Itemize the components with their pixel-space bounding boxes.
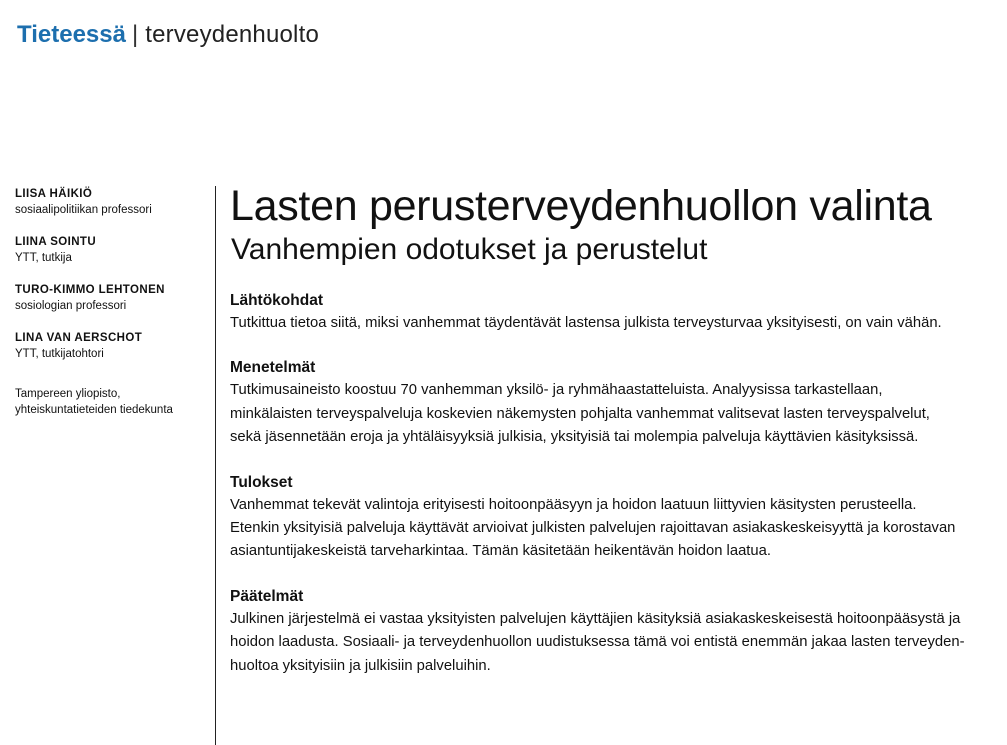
text-line: huoltoa yksityisiin ja julkisiin palveluihin.: [230, 657, 491, 674]
author-entry: [15, 282, 205, 314]
section-tulokset: [230, 472, 990, 564]
section-heading: Päätelmät: [230, 587, 304, 605]
affiliation-line: yhteiskuntatieteiden tiedekunta: [15, 404, 173, 416]
journal-brand: Tieteessä: [17, 21, 126, 48]
author-role: YTT, tutkija: [15, 252, 72, 264]
author-list: [15, 186, 205, 418]
article-title: Lasten perusterveydenhuollon valinta: [230, 182, 932, 230]
article-subtitle: Vanhempien odotukset ja perustelut: [231, 233, 708, 266]
column-divider: [215, 186, 216, 745]
journal-section: terveydenhuolto: [145, 21, 320, 48]
text-line: Etenkin yksityisiä palveluja käyttävät arvioivat julkisten palvelujen rajoittavan asiakaskeskeisyyttä ja korostavan: [230, 520, 956, 537]
text-line: sekä jäsennetään eroja ja yhtäläisyyksiä julkisia, yksityisiä tai molempia palveluja käyttävien käsityksissä.: [230, 429, 919, 446]
author-entry: [15, 186, 205, 218]
section-text: [230, 608, 990, 678]
affiliation: [15, 386, 205, 418]
author-name: LIISA HÄIKIÖ: [15, 188, 93, 200]
section-heading: Lähtökohdat: [230, 292, 323, 309]
section-lahtokohdat: [230, 290, 990, 335]
section-heading: Tulokset: [230, 473, 293, 491]
author-role: sosiologian professori: [15, 300, 127, 312]
text-line: Julkinen järjestelmä ei vastaa yksityisten palvelujen käyttäjien käsityksiä asiakaskeskeisestä hoitoonpääsystä ja: [230, 610, 961, 627]
section-menetelmat: [230, 357, 990, 449]
masthead: [17, 20, 319, 50]
text-line: asiantuntijakeskeistä tarveharkintaa. Tämän käsitetään heikentävän hoidon laatua.: [230, 543, 771, 560]
author-entry: [15, 330, 205, 362]
author-role: YTT, tutkijatohtori: [15, 348, 104, 360]
text-line: hoidon laadusta. Sosiaali- ja terveydenhuollon uudistuksessa tämä voi entistä enemmän jakaa lasten terveyden-: [230, 634, 965, 651]
author-name: LINA VAN AERSCHOT: [15, 332, 143, 344]
masthead-separator: |: [131, 21, 139, 48]
author-name: TURO-KIMMO LEHTONEN: [15, 284, 165, 296]
section-text: [230, 494, 990, 564]
text-line: Vanhemmat tekevät valintoja erityisesti hoitoonpääsyyn ja hoidon laatuun liittyvien käsitysten perusteella.: [230, 496, 917, 513]
author-role: sosiaalipolitiikan professori: [15, 204, 152, 216]
affiliation-line: Tampereen yliopisto,: [15, 388, 121, 400]
text-line: Tutkimusaineisto koostuu 70 vanhemman yksilö- ja ryhmähaastatteluista. Analyysissa tarkastellaan,: [230, 382, 883, 399]
author-name: LIINA SOINTU: [15, 236, 97, 248]
text-line: minkälaisten terveyspalveluja koskevien näkemysten pohjalta vanhemmat valitsevat lasten terveyspalvelut,: [230, 405, 930, 422]
section-paatelmat: [230, 586, 990, 678]
text-line: Tutkittua tietoa siitä, miksi vanhemmat täydentävät lastensa julkista terveysturvaa yksityisesti, on vain vähän.: [230, 315, 942, 331]
section-text: [230, 379, 990, 449]
section-heading: Menetelmät: [230, 359, 316, 377]
article-body: [230, 180, 990, 700]
section-text: [230, 312, 990, 335]
author-entry: [15, 234, 205, 266]
